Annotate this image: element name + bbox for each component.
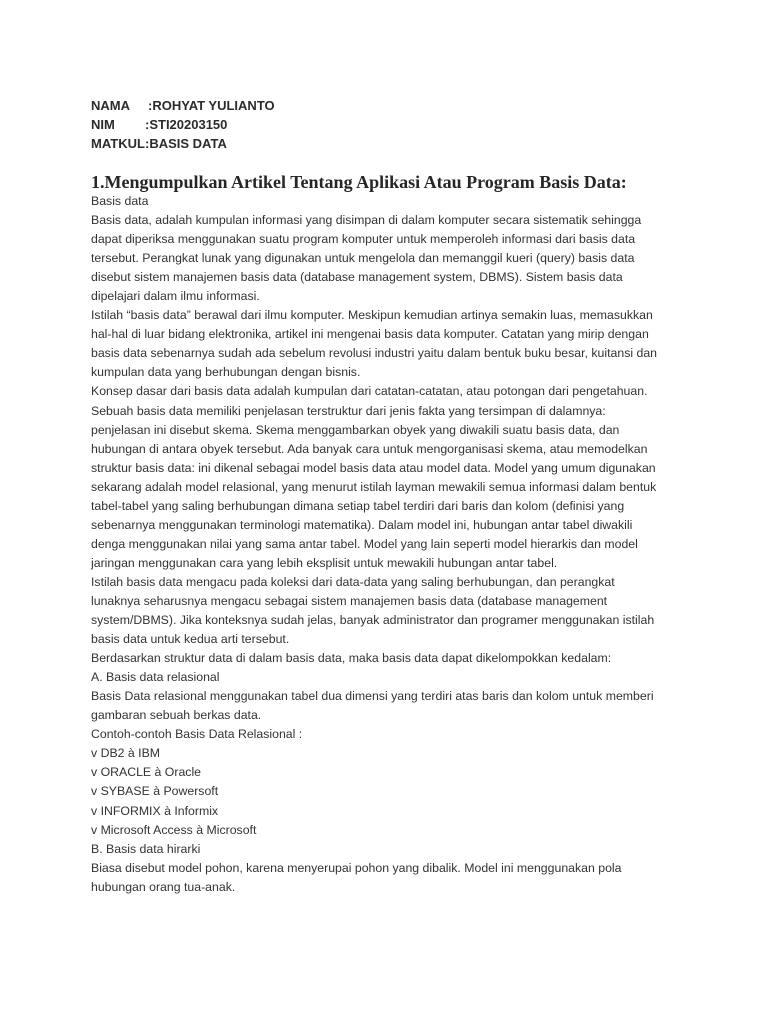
text-line: denga menggunakan nilai yang sama antar tabel. Model yang lain seperti model hierarkis dan model xyxy=(91,536,638,551)
text-line: lunaknya seharusnya mengacu sebagai sistem manajemen basis data (database management xyxy=(91,593,608,608)
student-info xyxy=(91,96,275,153)
text-line: sebenarnya menggunakan terminologi matematika). Dalam model ini, hubungan antar tabel diwakili xyxy=(91,517,633,532)
list-item: v INFORMIX à Informix xyxy=(91,803,219,818)
text-line: penjelasan ini disebut skema. Skema menggambarkan obyek yang diwakili suatu basis data, dan xyxy=(91,422,620,437)
list-item: v SYBASE à Powersoft xyxy=(91,784,219,799)
text-line: Biasa disebut model pohon, karena menyerupai pohon yang dibalik. Model ini menggunakan pola xyxy=(91,860,622,875)
text-line: sekarang adalah model relasional, yang menurut istilah layman mewakili semua informasi dalam bentuk xyxy=(91,479,657,494)
text-line: Sebuah basis data memiliki penjelasan terstruktur dari jenis fakta yang tersimpan di dalamnya: xyxy=(91,403,606,418)
article-body xyxy=(91,192,681,897)
text-line: hubungan di antara obyek tersebut. Ada banyak cara untuk mengorganisasi skema, atau memodelkan xyxy=(91,441,648,456)
text-line: Contoh-contoh Basis Data Relasional : xyxy=(91,727,303,742)
text-line: Basis data, adalah kumpulan informasi yang disimpan di dalam komputer secara sistematik sehingga xyxy=(91,213,642,228)
nama-label: NAMA xyxy=(91,98,130,113)
list-item: v DB2 à IBM xyxy=(91,746,161,761)
article-title: 1.Mengumpulkan Artikel Tentang Aplikasi Atau Program Basis Data: xyxy=(91,172,627,192)
nim-value: :STI20203150 xyxy=(145,117,228,132)
text-line: gambaran sebuah berkas data. xyxy=(91,708,262,723)
text-line: Konsep dasar dari basis data adalah kumpulan dari catatan-catatan, atau potongan dari pengetahuan. xyxy=(91,384,648,399)
section-heading: A. Basis data relasional xyxy=(91,670,220,685)
nama-value: :ROHYAT YULIANTO xyxy=(148,98,275,113)
matkul-label: MATKUL xyxy=(91,136,145,151)
nama-row xyxy=(91,96,275,115)
text-line: system/DBMS). Jika konteksnya sudah jelas, banyak administrator dan programer menggunakan istilah xyxy=(91,613,655,628)
nim-row xyxy=(91,115,275,134)
text-line: tabel-tabel yang saling berhubungan dimana setiap tabel terdiri dari baris dan kolom (definisi yang xyxy=(91,498,625,513)
text-line: struktur basis data: ini dikenal sebagai model basis data atau model data. Model yang umum digunakan xyxy=(91,460,656,475)
text-line: Basis Data relasional menggunakan tabel dua dimensi yang terdiri atas baris dan kolom untuk memberi xyxy=(91,689,654,704)
text-line: Istilah “basis data” berawal dari ilmu komputer. Meskipun kemudian artinya semakin luas, memasukkan xyxy=(91,308,653,323)
list-item: v ORACLE à Oracle xyxy=(91,765,202,780)
text-line: basis data sebenarnya sudah ada sebelum revolusi industri yaitu dalam bentuk buku besar, kuitansi dan xyxy=(91,346,658,361)
text-line: disebut sistem manajemen basis data (database management system, DBMS). Sistem basis data xyxy=(91,270,623,285)
list-item: v Microsoft Access à Microsoft xyxy=(91,822,257,837)
text-line: hubungan orang tua-anak. xyxy=(91,879,236,894)
text-line: hal-hal di luar bidang elektronika, artikel ini mengenai basis data komputer. Catatan yang mirip dengan xyxy=(91,327,649,342)
text-line: Istilah basis data mengacu pada koleksi dari data-data yang saling berhubungan, dan perangkat xyxy=(91,574,615,589)
nim-label: NIM xyxy=(91,117,115,132)
section-heading: B. Basis data hirarki xyxy=(91,841,201,856)
text-line: tersebut. Perangkat lunak yang digunakan untuk mengelola dan memanggil kueri (query) basis data xyxy=(91,251,635,266)
text-line: dipelajari dalam ilmu informasi. xyxy=(91,289,260,304)
text-line: dapat diperiksa menggunakan suatu program komputer untuk memperoleh informasi dari basis data xyxy=(91,232,636,247)
matkul-value: :BASIS DATA xyxy=(145,136,227,151)
text-line: kumpulan data yang berhubungan dengan bisnis. xyxy=(91,365,361,380)
text-line: basis data untuk kedua arti tersebut. xyxy=(91,632,290,647)
text-line: jaringan menggunakan cara yang lebih eksplisit untuk mewakili hubungan antar tabel. xyxy=(91,555,558,570)
text-line: Berdasarkan struktur data di dalam basis data, maka basis data dapat dikelompokkan kedalam: xyxy=(91,651,612,666)
text-line: Basis data xyxy=(91,194,149,208)
matkul-row xyxy=(91,134,275,153)
